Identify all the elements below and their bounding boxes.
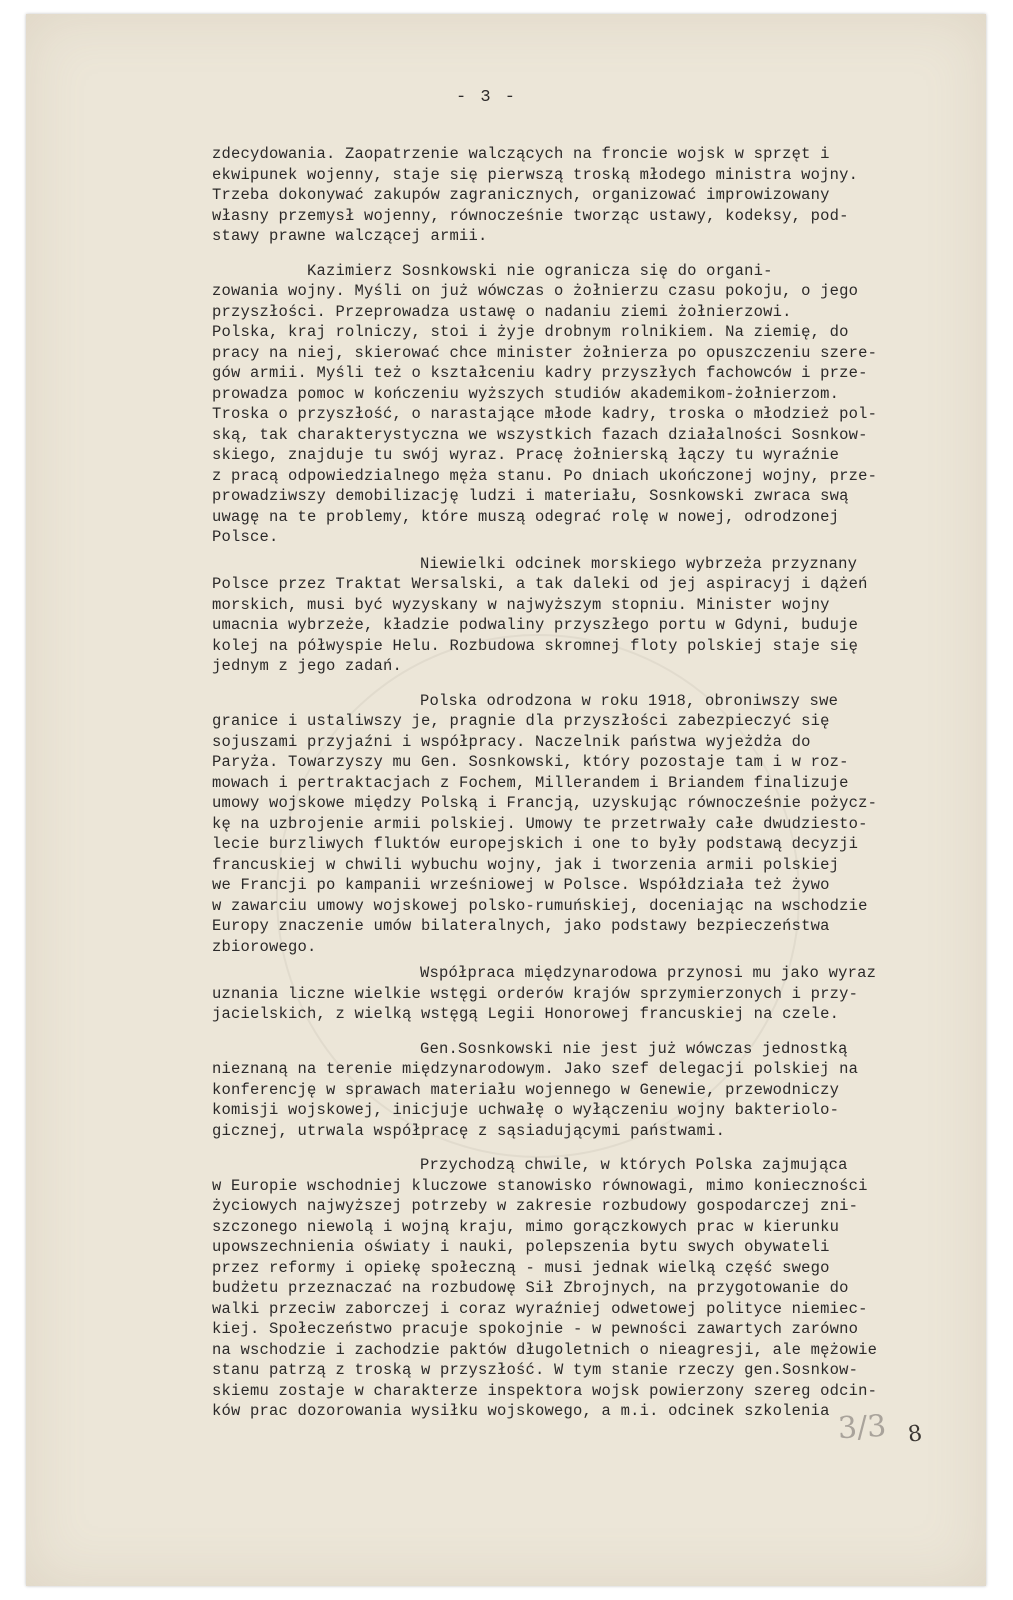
text-line: prowadziwszy demobilizację ludzi i materiału, Sosnkowski zwraca swą <box>212 487 849 505</box>
typewritten-body <box>212 144 912 1422</box>
text-line: upowszechnienia oświaty i nauki, polepszenia bytu swych obywateli <box>212 1238 830 1256</box>
text-line: stanu patrzą z troską w przyszłość. W tym stanie rzeczy gen.Sosnkow- <box>212 1361 859 1379</box>
paragraph-gap <box>212 677 912 691</box>
text-line: Kazimierz Sosnkowski nie ogranicza się do organi- <box>212 261 773 280</box>
text-line: lecie burzliwych fluktów europejskich i one to były podstawą decyzji <box>212 835 859 853</box>
text-line: konferencję w sprawach materiału wojennego w Genewie, przewodniczy <box>212 1080 840 1099</box>
page-number: - 3 - <box>456 88 518 107</box>
text-line: na wschodzie i zachodzie paktów długoletnich o nieagresji, ale mężowie <box>212 1340 878 1359</box>
paragraph <box>212 963 912 1025</box>
paragraph <box>212 261 912 548</box>
text-line: w Europie wschodniej kluczowe stanowisko równowagi, mimo konieczności <box>212 1176 868 1195</box>
text-line: własny przemysł wojenny, równocześnie tworząc ustawy, kodeksy, pod- <box>212 206 849 225</box>
text-line: Paryża. Towarzyszy mu Gen. Sosnkowski, który pozostaje tam i w roz- <box>212 753 849 771</box>
paragraph-gap <box>212 1025 912 1039</box>
text-line: Polska odrodzona w roku 1918, obroniwszy swe <box>420 691 839 710</box>
text-line: morskich, musi być wyzyskany w najwyższym stopniu. Minister wojny <box>212 595 830 614</box>
text-line: ską, tak charakterystyczna we wszystkich fazach działalności Sosnkow- <box>212 425 868 444</box>
text-line: w zawarciu umowy wojskowej polsko-rumuńskiej, doceniając na wschodzie <box>212 896 868 915</box>
text-line: Współpraca międzynarodowa przynosi mu jako wyraz <box>420 964 877 982</box>
text-line: Polska, kraj rolniczy, stoi i żyje drobnym rolnikiem. Na ziemię, do <box>212 323 849 341</box>
paragraph <box>212 1039 912 1142</box>
text-line: Gen.Sosnkowski nie jest już wówczas jednostką <box>420 1039 848 1058</box>
text-line: Trzeba dokonywać zakupów zagranicznych, organizować improwizowany <box>212 186 830 204</box>
text-line: Polsce. <box>212 528 279 546</box>
text-line: gicznej, utrwala współpracę z sąsiadującymi państwami. <box>212 1121 726 1140</box>
paragraph <box>212 144 912 247</box>
text-line: francuskiej w chwili wybuchu wojny, jak i tworzenia armii polskiej <box>212 855 840 874</box>
text-line: umacnia wybrzeże, kładzie podwaliny przyszłego portu w Gdyni, buduje <box>212 616 859 634</box>
text-line: granice i ustaliwszy je, pragnie dla przyszłości zabezpieczyć się <box>212 712 830 730</box>
text-line: uwagę na te problemy, które muszą odegrać rolę w nowej, odrodzonej <box>212 507 840 526</box>
text-line: pracy na niej, skierować chce minister żołnierza po opuszczeniu szere- <box>212 343 878 362</box>
text-line: Polsce przez Traktat Wersalski, a tak daleki od jej aspiracyj i dążeń <box>212 575 868 593</box>
paragraph <box>212 554 912 677</box>
text-line: Troska o przyszłość, o narastające młode kadry, troska o młodzież pol- <box>212 405 878 423</box>
text-line: gów armii. Myśli też o kształceniu kadry przyszłych fachowców i prze- <box>212 364 868 382</box>
text-line: kolej na półwyspie Helu. Rozbudowa skromnej floty polskiej staje się <box>212 636 859 655</box>
paragraph-gap <box>212 247 912 261</box>
text-line: budżetu przeznaczać na rozbudowę Sił Zbrojnych, na przygotowanie do <box>212 1279 849 1297</box>
text-line: kę na uzbrojenie armii polskiej. Umowy te przetrwały całe dwudziesto- <box>212 814 868 833</box>
text-line: z pracą odpowiedzialnego męża stanu. Po dniach ukończonej wojny, prze- <box>212 466 878 485</box>
text-line: ekwipunek wojenny, staje się pierwszą troską młodego ministra wojny. <box>212 165 859 184</box>
text-line: przyszłości. Przeprowadza ustawę o nadaniu ziemi żołnierzowi. <box>212 302 792 321</box>
text-line: stawy prawne walczącej armii. <box>212 227 488 245</box>
paragraph <box>212 691 912 958</box>
text-line: we Francji po kampanii wrześniowej w Polsce. Współdziała też żywo <box>212 876 830 894</box>
text-line: jednym z jego zadań. <box>212 657 403 675</box>
text-line: jacielskich, z wielką wstęgą Legii Honorowej francuskiej na czele. <box>212 1005 840 1023</box>
paragraph <box>212 1155 912 1422</box>
text-line: skiemu zostaje w charakterze inspektora wojsk powierzony szereg odcin- <box>212 1381 878 1400</box>
paragraph-gap <box>212 1141 912 1155</box>
handwritten-page-mark: 3/3 <box>837 1408 888 1447</box>
text-line: komisji wojskowej, inicjuje uchwałę o wyłączeniu wojny bakteriolo- <box>212 1101 840 1119</box>
text-line: ków prac dozorowania wysiłku wojskowego, a m.i. odcinek szkolenia <box>212 1402 830 1420</box>
document-page <box>26 14 986 1586</box>
text-line: zowania wojny. Myśli on już wówczas o żołnierzu czasu pokoju, o jego <box>212 282 859 300</box>
text-line: przez reformy i opiekę społeczną - musi jednak wielką część swego <box>212 1258 830 1277</box>
text-line: kiej. Społeczeństwo pracuje spokojnie - w pewności zawartych zarówno <box>212 1320 859 1338</box>
text-line: Europy znaczenie umów bilateralnych, jako podstawy bezpieczeństwa <box>212 917 830 935</box>
text-line: mowach i pertraktacjach z Fochem, Millerandem i Briandem finalizuje <box>212 773 849 792</box>
text-line: życiowych najwyższej potrzeby w zakresie rozbudowy gospodarczej zni- <box>212 1197 859 1215</box>
text-line: prowadza pomoc w kończeniu wyższych studiów akademikom-żołnierzom. <box>212 384 840 403</box>
text-line: walki przeciw zaborczej i coraz wyraźniej odwetowej polityce niemiec- <box>212 1299 868 1318</box>
text-line: szczonego niewolą i wojną kraju, mimo gorączkowych prac w kierunku <box>212 1217 840 1236</box>
text-line: skiego, znajduje tu swój wyraz. Pracę żołnierską łączy tu wyraźnie <box>212 446 840 464</box>
text-line: Przychodzą chwile, w których Polska zajmująca <box>420 1156 848 1174</box>
text-line: nieznaną na terenie międzynarodowym. Jako szef delegacji polskiej na <box>212 1060 859 1078</box>
text-line: umowy wojskowe między Polską i Francją, uzyskując równocześnie pożycz- <box>212 794 878 812</box>
text-line: zbiorowego. <box>212 937 317 956</box>
text-line: zdecydowania. Zaopatrzenie walczących na froncie wojsk w sprzęt i <box>212 145 830 163</box>
text-line: sojuszami przyjaźni i współpracy. Naczelnik państwa wyjeżdża do <box>212 732 811 751</box>
text-line: Niewielki odcinek morskiego wybrzeża przyznany <box>420 554 858 573</box>
text-line: uznania liczne wielkie wstęgi orderów krajów sprzymierzonych i przy- <box>212 984 859 1003</box>
handwritten-mark-right: 8 <box>906 1421 924 1448</box>
